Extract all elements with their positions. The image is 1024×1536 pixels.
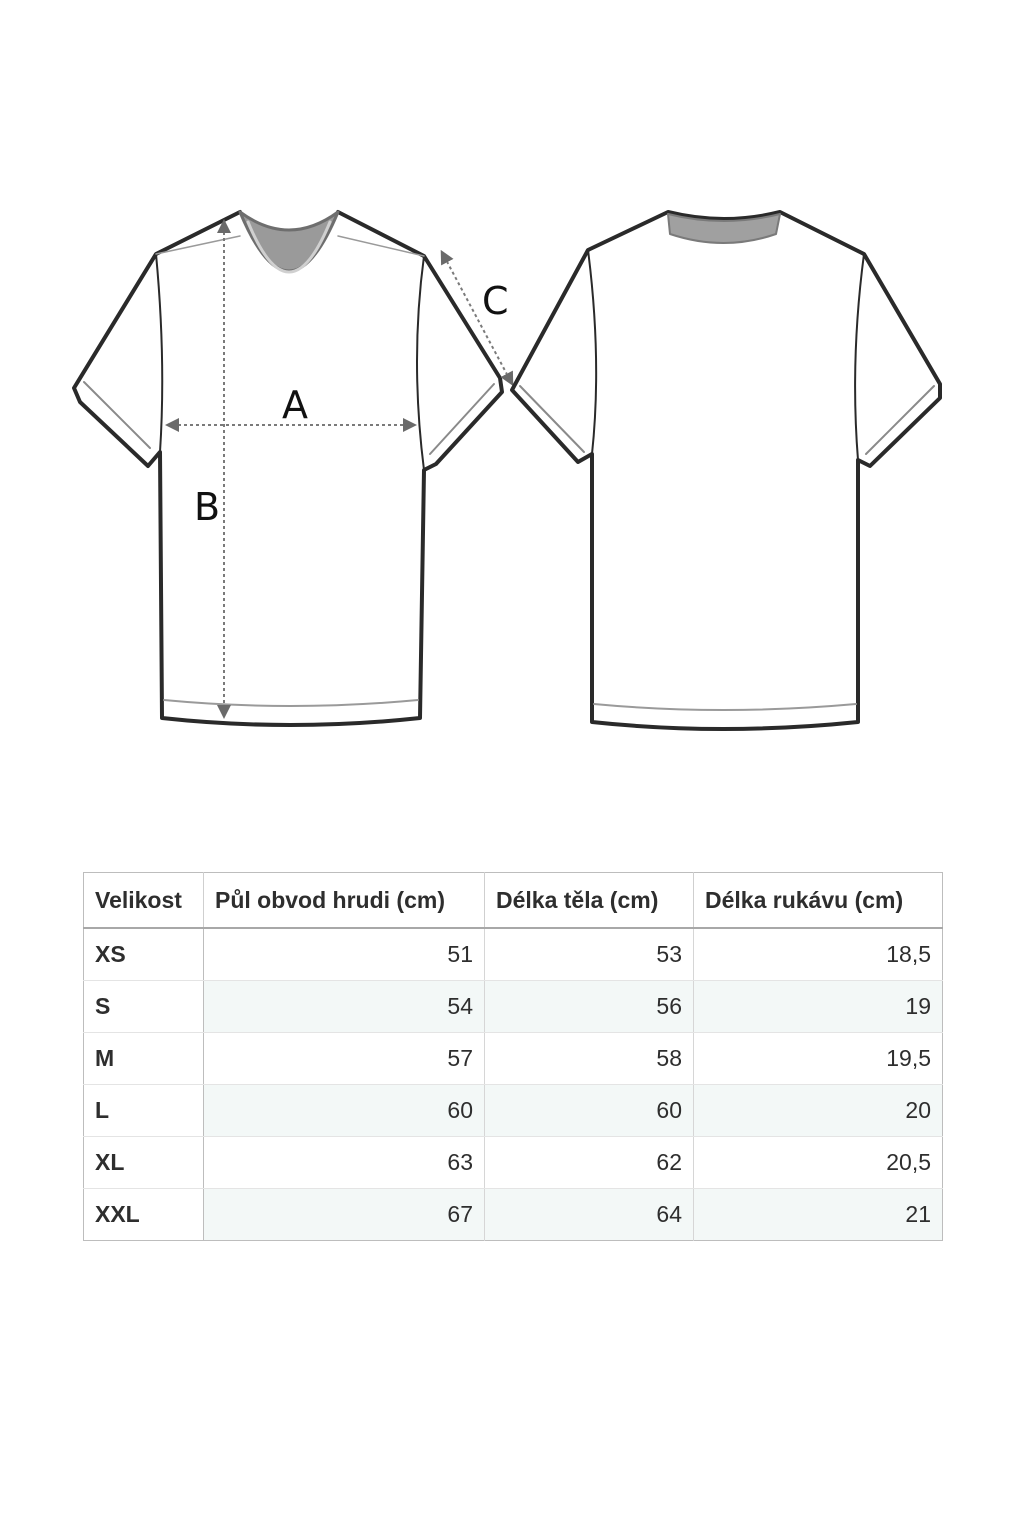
header-body-length: Délka těla (cm): [485, 873, 694, 929]
body-length-cell: 56: [485, 980, 694, 1032]
size-cell: XXL: [84, 1188, 204, 1240]
sleeve-length-cell: 19: [694, 980, 943, 1032]
size-cell: XL: [84, 1136, 204, 1188]
half-chest-cell: 57: [204, 1032, 485, 1084]
header-sleeve-length: Délka rukávu (cm): [694, 873, 943, 929]
half-chest-cell: 51: [204, 928, 485, 980]
body-length-cell: 58: [485, 1032, 694, 1084]
size-cell: XS: [84, 928, 204, 980]
sleeve-length-cell: 20,5: [694, 1136, 943, 1188]
table-row: [84, 1188, 943, 1240]
sleeve-length-cell: 21: [694, 1188, 943, 1240]
sleeve-length-cell: 20: [694, 1084, 943, 1136]
table-row: [84, 1084, 943, 1136]
label-a: A: [282, 383, 308, 427]
half-chest-cell: 63: [204, 1136, 485, 1188]
sleeve-length-cell: 19,5: [694, 1032, 943, 1084]
half-chest-cell: 60: [204, 1084, 485, 1136]
body-length-cell: 53: [485, 928, 694, 980]
header-half-chest: Půl obvod hrudi (cm): [204, 873, 485, 929]
sleeve-length-cell: 18,5: [694, 928, 943, 980]
front-collar: [240, 212, 338, 271]
front-view-shirt: [74, 212, 502, 725]
body-length-cell: 64: [485, 1188, 694, 1240]
table-header-row: [84, 873, 943, 929]
label-c: C: [482, 279, 509, 323]
back-body-outline: [512, 212, 940, 729]
measurement-lines: [172, 226, 510, 712]
half-chest-cell: 67: [204, 1188, 485, 1240]
body-length-cell: 62: [485, 1136, 694, 1188]
table-row: [84, 928, 943, 980]
half-chest-cell: 54: [204, 980, 485, 1032]
header-size: Velikost: [84, 873, 204, 929]
size-cell: M: [84, 1032, 204, 1084]
label-b: B: [194, 485, 221, 529]
front-body-outline: [74, 212, 502, 725]
size-chart-table: [83, 872, 943, 1241]
table-row: [84, 1032, 943, 1084]
table-row: [84, 980, 943, 1032]
back-view-shirt: [512, 212, 940, 729]
body-length-cell: 60: [485, 1084, 694, 1136]
table-row: [84, 1136, 943, 1188]
size-cell: S: [84, 980, 204, 1032]
size-cell: L: [84, 1084, 204, 1136]
